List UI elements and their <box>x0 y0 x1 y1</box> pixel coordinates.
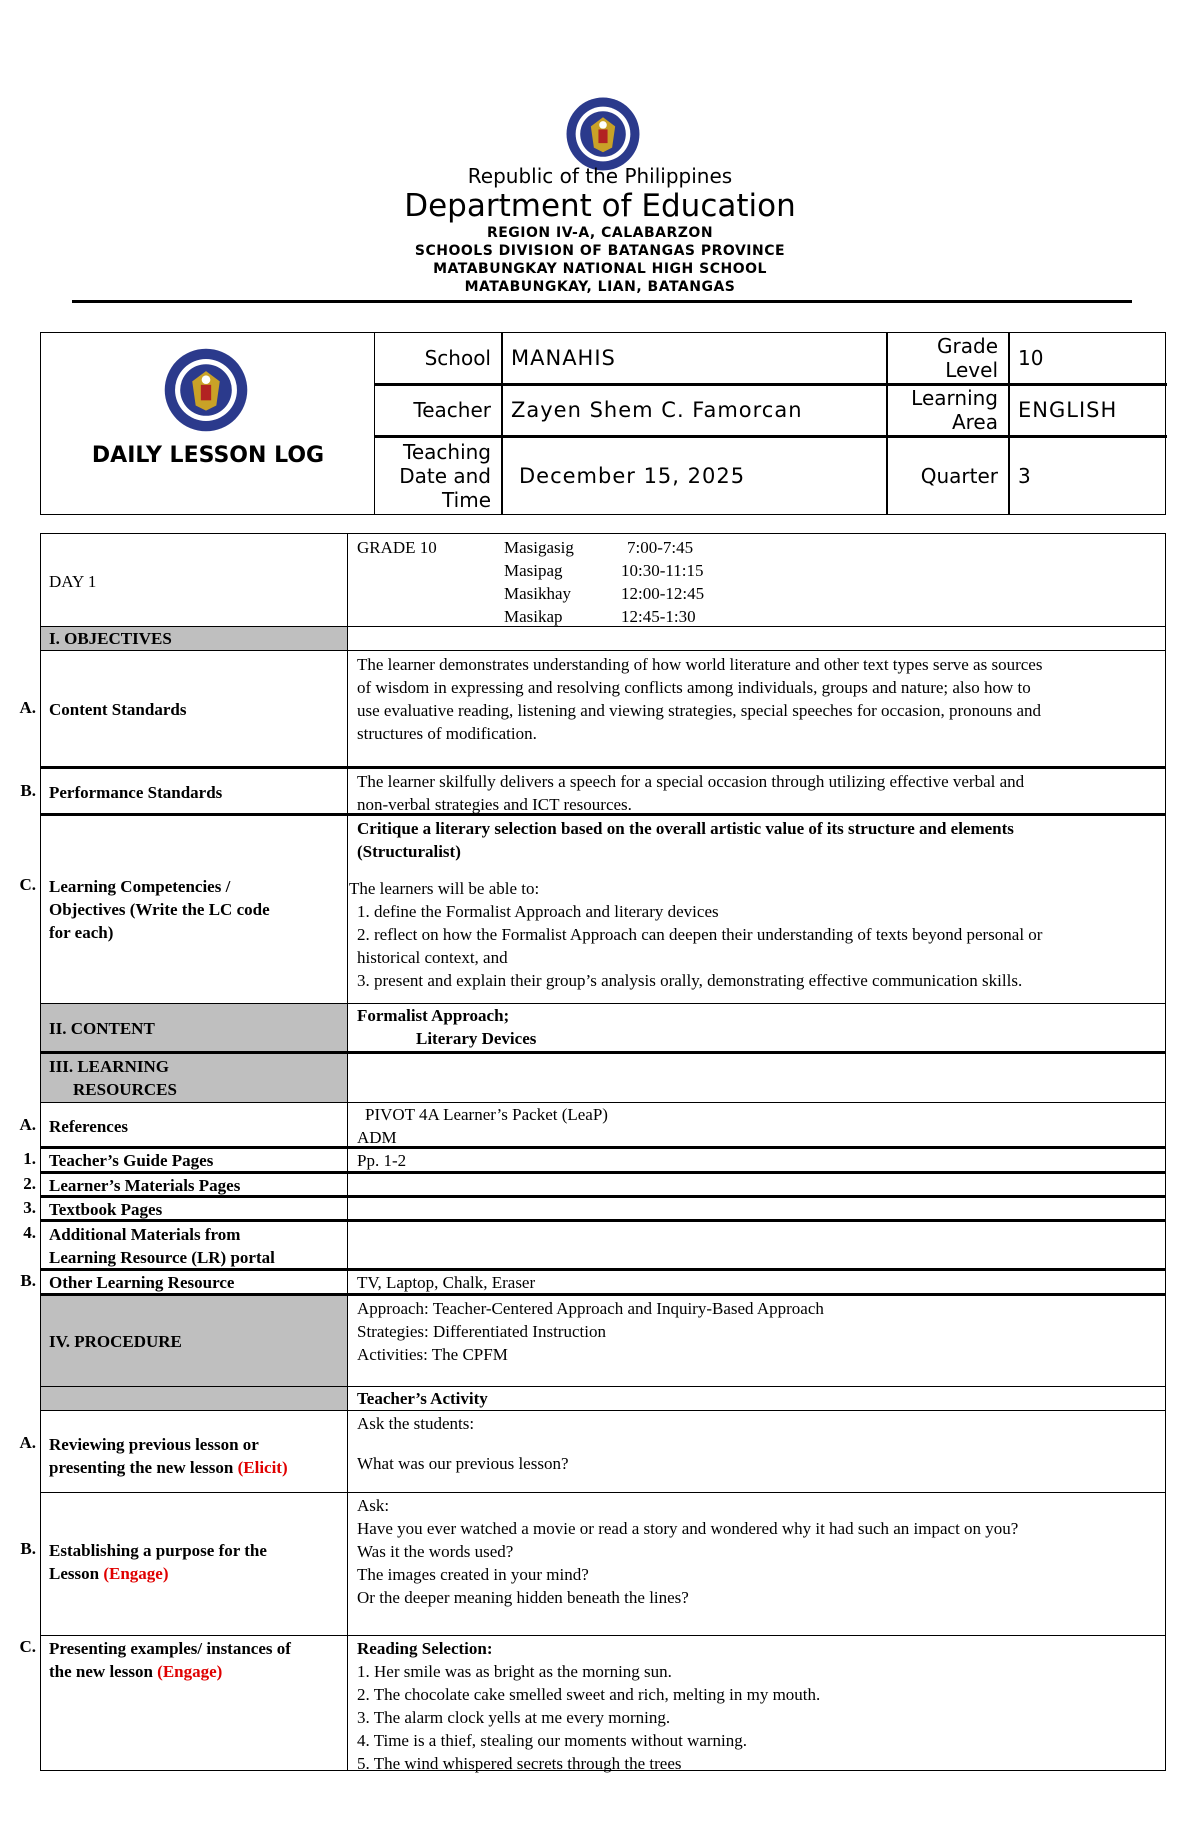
teachers-guide-label-cell <box>23 1149 348 1171</box>
activity-line: Have you ever watched a movie or read a story and wondered why it had such an impact on you? <box>357 1519 1019 1538</box>
other-resource-label-cell <box>20 1271 348 1293</box>
teachers-guide-label: Teacher’s Guide Pages <box>49 1151 214 1170</box>
establishing-purpose-text <box>357 1494 1157 1609</box>
quarter-value: 3 <box>1018 463 1031 488</box>
time-label-line: Time <box>442 487 491 512</box>
department-title: Department of Education <box>404 188 796 224</box>
label-line: for each) <box>49 923 114 942</box>
content-standards-row <box>19 650 1166 769</box>
content-row <box>40 1003 1166 1054</box>
presenting-examples-row <box>19 1635 1166 1773</box>
label-line: Lesson <box>49 1564 100 1583</box>
teacher-activity-blank-cell <box>41 1387 348 1410</box>
other-resource-label: Other Learning Resource <box>49 1273 235 1292</box>
area-label-line: Area <box>951 410 998 434</box>
text-line: The learner skilfully delivers a speech for a special occasion through utilizing effective verbal and <box>357 772 1025 791</box>
label-line: Learning Resource (LR) portal <box>49 1248 275 1267</box>
row-number: 1. <box>23 1149 36 1168</box>
learning-label-line: Learning <box>911 386 998 410</box>
row-number: 2. <box>23 1174 36 1193</box>
label-line: Objectives (Write the LC code <box>49 900 270 919</box>
additional-materials-label <box>49 1223 341 1269</box>
region-text: REGION IV-A, CALABARZON <box>486 225 714 241</box>
header-divider <box>72 300 1132 303</box>
school-name-text: MATABUNGKAY NATIONAL HIGH SCHOOL <box>433 261 767 277</box>
text-line: of wisdom in expressing and resolving conflicts among individuals, groups and nature; also how to <box>357 678 1031 697</box>
section-time: 7:00-7:45 <box>627 538 694 557</box>
reading-line: 5. The wind whispered secrets through the trees <box>357 1754 682 1773</box>
learners-materials-row <box>23 1173 1166 1198</box>
label-line: Additional Materials from <box>49 1225 241 1244</box>
text-line: structures of modification. <box>357 724 537 743</box>
day-row <box>40 533 1166 627</box>
text-line: non-verbal strategies and ICT resources. <box>357 795 632 814</box>
references-text <box>357 1103 1157 1149</box>
presenting-examples-label <box>49 1637 341 1683</box>
division-text: SCHOOLS DIVISION OF BATANGAS PROVINCE <box>414 243 786 259</box>
performance-standards-row <box>20 768 1166 816</box>
procedure-heading: IV. PROCEDURE <box>49 1332 182 1351</box>
objective-item: 3. present and explain their group’s analysis orally, demonstrating effective communication skills. <box>357 971 1023 990</box>
content-standards-text <box>357 653 1157 745</box>
content-heading: II. CONTENT <box>49 1019 155 1038</box>
references-row <box>19 1102 1166 1149</box>
row-letter: B. <box>20 1539 36 1558</box>
performance-standards-label-cell <box>20 769 348 813</box>
learners-materials-label-cell <box>23 1174 348 1195</box>
objective-item: 1. define the Formalist Approach and literary devices <box>357 902 719 921</box>
learning-competencies-row <box>19 815 1166 1004</box>
activity-line: Was it the words used? <box>357 1542 514 1561</box>
reference-line: ADM <box>357 1128 397 1147</box>
learning-competencies-text <box>349 817 1157 992</box>
reviewing-lesson-label-cell <box>19 1411 348 1492</box>
section-time: 12:00-12:45 <box>621 584 705 603</box>
objective-item: historical context, and <box>357 948 508 967</box>
other-resource-value: TV, Laptop, Chalk, Eraser <box>357 1273 536 1292</box>
additional-materials-label-cell <box>23 1222 348 1268</box>
textbook-pages-row <box>23 1197 1166 1222</box>
content-standards-label: Content Standards <box>49 700 187 719</box>
presenting-examples-label-cell <box>19 1636 348 1770</box>
school-address-text: MATABUNGKAY, LIAN, BATANGAS <box>464 279 736 295</box>
school-label: School <box>424 346 491 370</box>
grade-level-value: 10 <box>1018 346 1044 370</box>
textbook-pages-label: Textbook Pages <box>49 1200 163 1219</box>
spacer <box>357 1435 1157 1452</box>
other-resource-row <box>20 1270 1166 1296</box>
learning-resources-heading-row <box>40 1053 1166 1103</box>
establishing-purpose-label-cell <box>20 1493 348 1635</box>
procedure-heading-cell <box>41 1296 348 1386</box>
teaching-date-label <box>375 437 501 514</box>
objective-item: 2. reflect on how the Formalist Approach can deepen their understanding of texts beyond personal or <box>357 925 1043 944</box>
content-line: Formalist Approach; <box>357 1006 510 1025</box>
engage-tag: (Engage) <box>103 1564 169 1583</box>
quarter-label: Quarter <box>920 463 998 488</box>
teacher-label: Teacher <box>413 398 491 422</box>
reading-selection-heading: Reading Selection: <box>357 1639 493 1658</box>
teaching-date-value: December 15, 2025 <box>519 463 746 488</box>
objectives-heading-row <box>40 626 1166 651</box>
learning-resources-heading-cell <box>41 1054 348 1102</box>
lesson-info-table <box>40 332 1166 515</box>
activity-line: Ask the students: <box>357 1414 475 1433</box>
day-label-cell <box>41 534 348 626</box>
grade-label-line: Grade <box>937 334 998 358</box>
presenting-examples-text <box>357 1637 1157 1775</box>
row-letter: A. <box>19 1433 36 1452</box>
label-line: Establishing a purpose for the <box>49 1541 267 1560</box>
objectives-heading-cell <box>41 627 348 650</box>
row-letter: B. <box>20 1271 36 1290</box>
references-label: References <box>49 1117 128 1136</box>
spacer <box>357 863 1157 877</box>
engage-tag: (Engage) <box>157 1662 223 1681</box>
section-name: Masipag <box>504 561 563 580</box>
activity-line: Or the deeper meaning hidden beneath the lines? <box>357 1588 689 1607</box>
competency-line: (Structuralist) <box>357 842 461 861</box>
section-name: Masigasig <box>504 538 574 557</box>
reading-line: 3. The alarm clock yells at me every morning. <box>357 1708 671 1727</box>
learning-area-label <box>886 385 1008 435</box>
day-label: DAY 1 <box>49 572 97 591</box>
reviewing-lesson-row <box>19 1410 1166 1493</box>
performance-standards-text <box>357 770 1157 816</box>
teachers-guide-value: Pp. 1-2 <box>357 1151 407 1170</box>
additional-materials-row <box>23 1221 1166 1271</box>
school-value: MANAHIS <box>511 346 616 370</box>
heading-line: RESOURCES <box>73 1080 177 1099</box>
learning-competencies-label <box>49 875 341 944</box>
label-line: the new lesson <box>49 1662 153 1681</box>
performance-standards-label: Performance Standards <box>49 783 223 802</box>
teaching-label-line: Teaching <box>403 439 491 464</box>
content-standards-label-cell <box>19 651 348 766</box>
label-line: presenting the new lesson <box>49 1458 234 1477</box>
level-label-line: Level <box>945 358 998 382</box>
row-letter: C. <box>19 875 36 894</box>
learners-materials-label: Learner’s Materials Pages <box>49 1176 241 1195</box>
teachers-guide-row <box>23 1148 1166 1174</box>
row-letter: C. <box>19 1637 36 1656</box>
reading-line: 4. Time is a thief, stealing our moments without warning. <box>357 1731 748 1750</box>
reviewing-lesson-label <box>49 1433 341 1479</box>
section-time: 12:45-1:30 <box>621 607 696 626</box>
establishing-purpose-row <box>20 1492 1166 1636</box>
label-line: Learning Competencies / <box>49 877 231 896</box>
reference-line: PIVOT 4A Learner’s Packet (LeaP) <box>365 1105 608 1124</box>
section-name: Masikap <box>504 607 563 626</box>
teacher-activity-row <box>40 1386 1166 1411</box>
establishing-purpose-label <box>49 1539 341 1585</box>
section-name: Masikhay <box>504 584 572 603</box>
content-text <box>357 1004 1157 1050</box>
activity-line: What was our previous lesson? <box>357 1454 569 1473</box>
heading-line: III. LEARNING <box>49 1057 169 1076</box>
grade-text: GRADE 10 <box>357 538 437 557</box>
row-letter: B. <box>20 781 36 800</box>
content-line: Literary Devices <box>416 1029 537 1048</box>
grade-level-label <box>886 333 1008 383</box>
row-letter: A. <box>19 1115 36 1134</box>
text-line: The learner demonstrates understanding of how world literature and other text types serve as sources <box>357 655 1043 674</box>
activity-line: The images created in your mind? <box>357 1565 589 1584</box>
section-time: 10:30-11:15 <box>621 561 704 580</box>
label-line: Reviewing previous lesson or <box>49 1435 259 1454</box>
procedure-text <box>357 1297 1157 1366</box>
learning-area-value: ENGLISH <box>1018 398 1118 422</box>
reading-line: 2. The chocolate cake smelled sweet and rich, melting in my mouth. <box>357 1685 821 1704</box>
deped-seal-logo <box>163 347 249 433</box>
row-number: 3. <box>23 1198 36 1217</box>
learning-resources-heading <box>49 1055 341 1101</box>
row-number: 4. <box>23 1223 36 1242</box>
objectives-heading: I. OBJECTIVES <box>49 629 172 648</box>
label-line: Presenting examples/ instances of <box>49 1639 291 1658</box>
reviewing-lesson-text <box>357 1412 1157 1475</box>
row-letter: A. <box>19 698 36 717</box>
procedure-row <box>40 1295 1166 1387</box>
daily-lesson-log-title: DAILY LESSON LOG <box>91 443 325 468</box>
content-heading-cell <box>41 1004 348 1051</box>
approach-line: Approach: Teacher-Centered Approach and Inquiry-Based Approach <box>357 1299 824 1318</box>
learning-competencies-label-cell <box>19 816 348 1003</box>
objectives-intro: The learners will be able to: <box>349 879 540 898</box>
strategies-line: Strategies: Differentiated Instruction <box>357 1322 606 1341</box>
teacher-value: Zayen Shem C. Famorcan <box>511 398 803 422</box>
references-label-cell <box>19 1103 348 1146</box>
info-title-cell <box>41 333 375 514</box>
elicit-tag: (Elicit) <box>237 1458 288 1477</box>
deped-seal-logo <box>565 96 641 172</box>
competency-line: Critique a literary selection based on the overall artistic value of its structure and elements <box>357 819 1014 838</box>
activities-line: Activities: The CPFM <box>357 1345 508 1364</box>
text-line: use evaluative reading, listening and viewing strategies, special speeches for occasion, pronouns and <box>357 701 1042 720</box>
reading-line: 1. Her smile was as bright as the morning sun. <box>357 1662 672 1681</box>
activity-line: Ask: <box>357 1496 390 1515</box>
republic-text: Republic of the Philippines <box>467 164 733 188</box>
teacher-activity-heading: Teacher’s Activity <box>357 1389 488 1408</box>
textbook-pages-label-cell <box>23 1198 348 1219</box>
date-and-label-line: Date and <box>399 463 491 488</box>
